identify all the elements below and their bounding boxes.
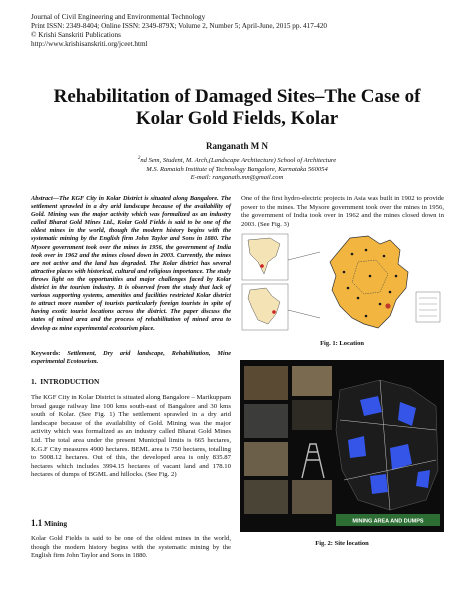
section-heading-introduction [31,377,99,386]
keywords [31,350,231,366]
map-legend-box [416,292,440,322]
title-line-1: Rehabilitation of Damaged Sites–The Case of [53,86,421,107]
site-location-map [240,360,444,532]
connector-line-2 [288,310,320,318]
location-figure [240,232,444,334]
mining-paragraph: Kolar Gold Fields is said to be one of the oldest mines in the world, though the modern history begins with the systematic mining by the English firm John Taylor and Sons in 1880. [31,535,231,560]
site-photo-5 [292,366,332,396]
site-photo-1 [244,366,288,400]
affiliation-email: E-mail: ranganath.mn@gmail.com [190,174,284,182]
author-name: Ranganath M N [205,141,268,151]
subsection-title: Mining [44,519,68,528]
kgf-marker [385,303,390,308]
section-title: INTRODUCTION [40,377,100,386]
section-heading-mining [31,518,67,528]
introduction-paragraph: The KGF City in Kolar District is situated along Bangalore – Marikuppam broad gauge railway line 100 kms south-east of Bangalore and 30 kms south of Kolar. (See Fig. 1) The settlement sprawled in a dry arid landscape because of the availability of Gold. Mining was the major activity which was formalized as an industry called Bharat Gold Mines Ltd. The total area under the present Municipal limits is 665 hectares, K.G.F City measures 4900 hectares. BEML area is 750 hectares, totalling to 5008.12 hectares. Out of this, the developed area is only 835.87 hectares which includes 3994.15 hectares of vacant land and 178.10 hectares of dumps of BGML and hillocks. (See Fig. 2) [31,394,231,479]
site-photo-7 [292,480,332,514]
keywords-label: Keywords: [31,350,61,357]
affiliation [0,155,474,183]
keywords-text: Settlement, Dry arid landscape, Rehabilitation, Mine experimental Ecotourism. [31,350,231,366]
subsection-number: 1.1 [31,518,43,528]
kolar-district-map [330,236,408,328]
abstract-label: Abstract— [31,195,59,202]
site-photo-3 [244,442,288,476]
paper-title [0,86,474,130]
site-location-figure [240,360,444,532]
fig2-caption: Fig. 2: Site location [315,540,369,547]
section-number: 1. [31,377,37,386]
affiliation-line-1: nd Sem, Student, M. Arch,(Landscape Architecture) School of Architecture [140,157,337,165]
publisher: © Krishi Sanskriti Publications [31,31,121,39]
journal-issn: Print ISSN: 2349-8404; Online ISSN: 2349-879X; Volume 2, Number 5; April-June, 2015 pp. 417-420 [31,22,328,30]
site-photo-6 [292,400,332,430]
connector-line-1 [288,252,320,260]
title-line-2: Kolar Gold Fields, Kolar [135,108,339,129]
right-intro-paragraph: One of the first hydro-electric projects in Asia was built in 1902 to provide power to the mines. The Mysore government took over the mines in 1956, the government of India took over in 1962 and the mines closed down in 2003. (See Fig. 3) [241,195,444,228]
site-photo-4 [244,480,288,514]
journal-name: Journal of Civil Engineering and Environmental Technology [31,13,206,21]
mining-area-banner-text: MINING AREA AND DUMPS [352,518,424,525]
journal-url[interactable]: http://www.krishisanskriti.org/jceet.html [31,40,148,48]
journal-header [31,13,327,49]
fig1-caption: Fig. 1: Location [320,340,364,347]
india-marker [260,264,264,268]
affiliation-sup: 2 [137,156,141,161]
site-photo-2 [244,404,288,438]
abstract-text: The KGF City in Kolar District is situated along Bangalore. The settlement sprawled in a dry arid landscape because of the availability of Gold. Mining was the major activity which was formalized as an industry called Bharat Gold Mines Ltd., Kolar Gold Fields is said to be one of the oldest mines in the world, though the modern history begins with the systematic mining by the English firm John Taylor and Sons in 1880. The Mysore government took over the mines in 1956, the government of India took over in 1962 and the mines closed down in 2003. Currently, the mines are not active and the land has degraded. The Kolar district has several attractive places with historical, cultural and religious importance. The study throws light on the opportunities and major challenges faced by Kolar district in the tourism industry. It is observed from the study that lack of various supporting systems, amenities and facilities restricted Kolar district to attract more number of tourists particularly foreign tourists in spite of having exotic tourist locations across the district. The paper discuss the states of mined area and the process of rehabilitation of mined area to develop as mine experimental ecotourism place. [31,195,231,332]
abstract [31,195,231,333]
affiliation-line-2: M.S. Ramaiah Institute of Technology Bangalore, Karnataka 560054 [146,165,328,173]
karnataka-marker [272,310,276,314]
location-map [240,232,444,334]
